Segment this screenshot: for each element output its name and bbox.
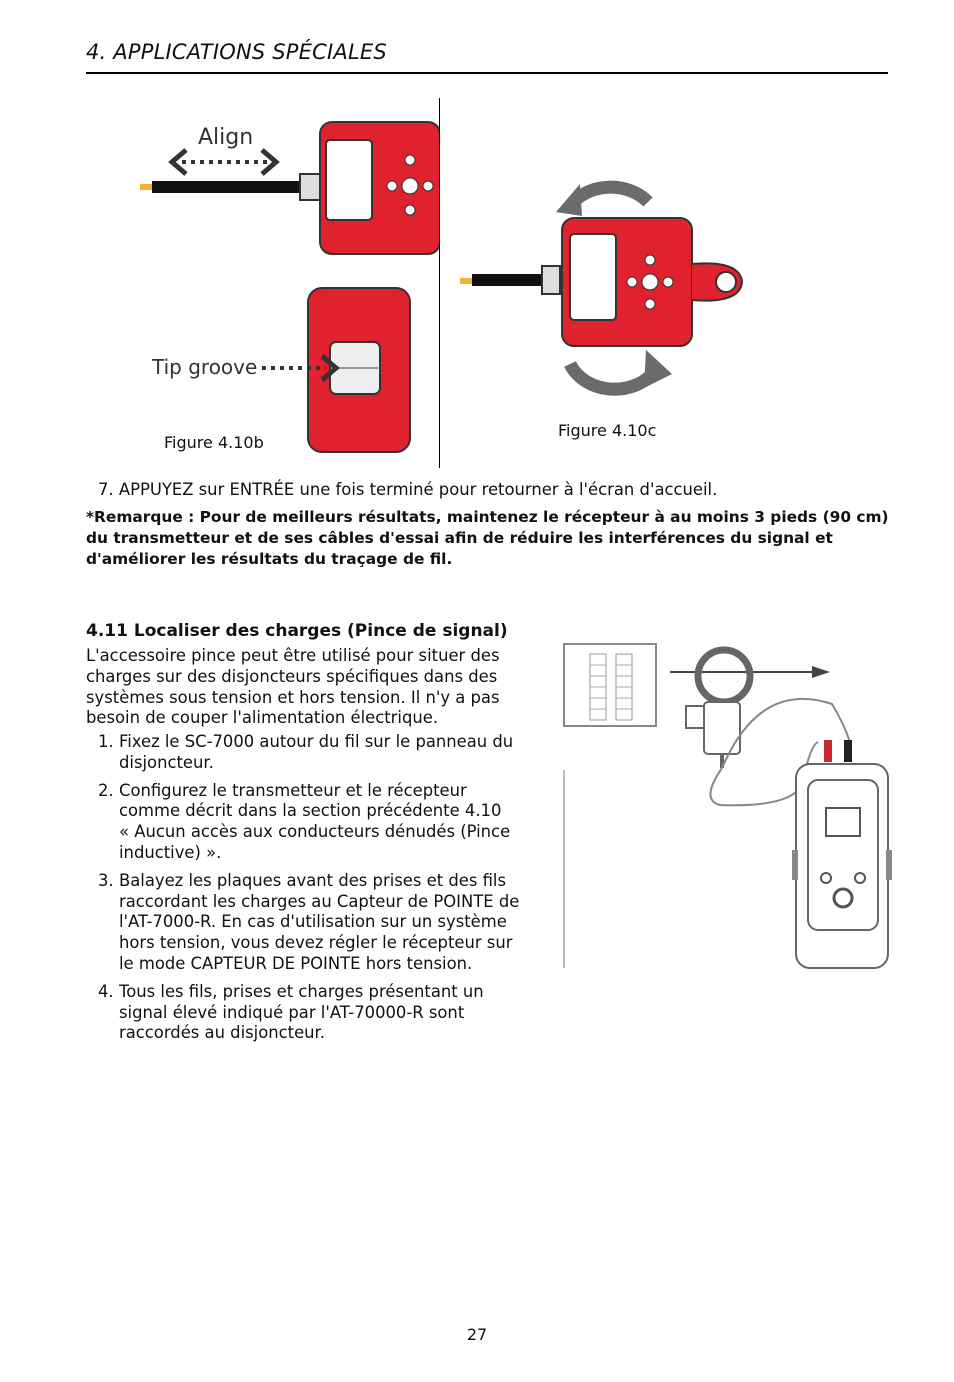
remark-line-3: d'améliorer les résultats du traçage de fil.: [86, 549, 453, 568]
step-line: raccordés au disjoncteur.: [119, 1023, 325, 1043]
header-rule: [86, 72, 888, 74]
align-label: Align: [198, 125, 254, 150]
rotate-arrow-bottom: [570, 364, 654, 389]
remark-note: [86, 507, 896, 569]
step-line: Tous les fils, prises et charges présentant un: [119, 981, 484, 1001]
receiver-screen: [570, 234, 616, 320]
remark-line-1: *Remarque : Pour de meilleurs résultats, maintenez le récepteur à au moins 3 pieds (90 cm): [86, 508, 889, 526]
wire-tip: [140, 184, 152, 190]
black-lead: [844, 740, 852, 762]
step-line: Fixez le SC-7000 autour du fil sur le panneau du: [119, 732, 514, 751]
step-number: 4.: [98, 981, 114, 1001]
step-7-number: 7.: [98, 480, 114, 499]
red-lead: [824, 740, 832, 762]
signal-clamp: [698, 650, 750, 702]
list-item: [86, 781, 556, 864]
section-header-title: 4. APPLICATIONS SPÉCIALES: [86, 40, 387, 64]
step-number: 3.: [98, 870, 114, 890]
probe-tip: [300, 174, 322, 200]
rotate-arrow-top: [570, 187, 648, 206]
intro-line-3: systèmes sous tension et hors tension. Il n'y a pas: [86, 687, 500, 707]
step-line: « Aucun accès aux conducteurs dénudés (Pince: [119, 822, 511, 842]
wire: [152, 181, 302, 193]
section-heading: 4.11 Localiser des charges (Pince de signal): [86, 621, 508, 641]
clamp-panel-illustration: [560, 640, 894, 972]
intro-line-1: L'accessoire pince peut être utilisé pour situer des: [86, 646, 500, 665]
steps-list: [86, 732, 556, 1051]
step-7-text: APPUYEZ sur ENTRÉE une fois terminé pour retourner à l'écran d'accueil.: [118, 480, 718, 499]
intro-line-2: charges sur des disjoncteurs spécifiques dans des: [86, 666, 498, 686]
step-line: disjoncteur.: [119, 752, 214, 772]
list-item: [86, 982, 556, 1044]
receiver-screen: [326, 140, 372, 220]
figure-4-10b: [120, 100, 440, 470]
step-line: signal élevé indiqué par l'AT-70000-R sont: [119, 1002, 465, 1022]
step-line: le mode CAPTEUR DE POINTE hors tension.: [119, 953, 473, 973]
step-line: Balayez les plaques avant des prises et des fils: [119, 870, 506, 890]
probe-tip: [542, 266, 560, 294]
step-line: raccordant les charges au Capteur de POINTE de: [119, 891, 520, 911]
list-item: [86, 871, 556, 975]
step-line: l'AT-7000-R. En cas d'utilisation sur un système: [119, 912, 507, 932]
figure-divider: [439, 98, 440, 468]
intro-line-4: besoin de couper l'alimentation électrique.: [86, 708, 439, 728]
breaker-panel: [564, 644, 656, 726]
step-line: inductive) ».: [119, 842, 222, 862]
step-line: Configurez le transmetteur et le récepteur: [119, 780, 467, 800]
figure-4-10b-caption: Figure 4.10b: [164, 433, 264, 452]
tip-groove-label: Tip groove: [152, 355, 258, 379]
step-line: hors tension, vous devez régler le récepteur sur: [119, 933, 513, 953]
step-number: 1.: [98, 732, 114, 751]
step-number: 2.: [98, 780, 114, 800]
remark-line-2: du transmetteur et de ses câbles d'essai afin de réduire les interférences du signal et: [86, 528, 833, 547]
section-intro: [86, 646, 546, 729]
figure-4-10c-caption: Figure 4.10c: [558, 421, 657, 440]
step-line: comme décrit dans la section précédente 4.10: [119, 801, 502, 821]
wire: [472, 274, 544, 286]
step-7: [98, 480, 898, 501]
list-item: [86, 732, 556, 774]
page-number: 27: [466, 1325, 488, 1344]
figure-4-10c: [450, 150, 770, 450]
